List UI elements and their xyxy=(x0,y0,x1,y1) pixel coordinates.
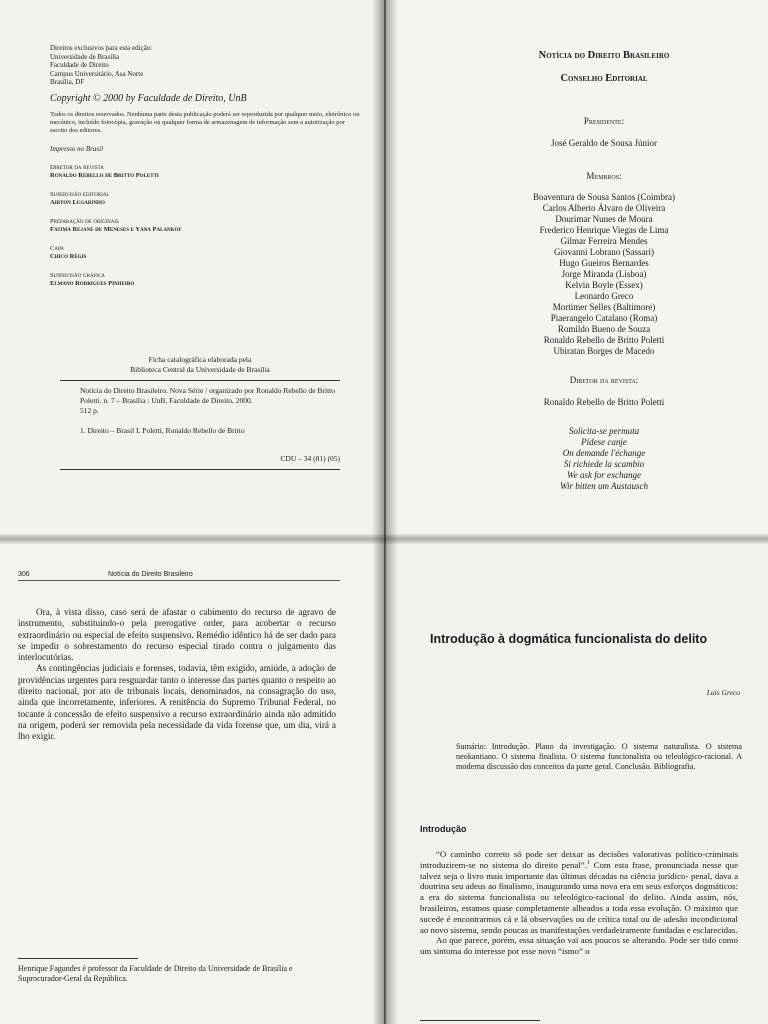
members-label: Membros: xyxy=(586,171,622,181)
role-name: Airton Lugarinho xyxy=(50,199,105,206)
role-name: Fatima Rejane de Meneses e Yana Palankof xyxy=(50,226,182,233)
president-name: José Geraldo de Sousa Júnior xyxy=(551,138,657,148)
journal-title: Notícia do Direito Brasileiro xyxy=(538,50,670,61)
member: Romildo Bueno de Souza xyxy=(557,324,651,334)
rights-note: Direitos exclusivos para esta edição: Universidade de Brasília Faculdade de Direito Campus Universitário, Asa Norte Brasília, DF xyxy=(50,44,153,86)
catalog-card xyxy=(60,355,340,475)
paragraph: As contingências judiciais e forenses, todavia, têm exigido, amiúde, a adoção de providências urgentes para resguardar tanto o interesse das partes quanto o respeito ao direito nacional, por ato de tribunais locais, denominados, na consagração do uso, ainda que incorretamente, inferiores. A renitência do Supremo Tribunal Federal, no tocante à concessão de efeito suspensivo a recurso extraordinário ainda não admitido na origem, poderá ser removida pela necessidade da vida forense que, um dia, virá a lho exigir. xyxy=(18,663,336,742)
members-list xyxy=(484,192,724,357)
editorial-board xyxy=(484,50,724,492)
footnote: Henrique Fagundes é professor da Faculdade de Direito da Universidade de Brasília e Suprocurador-Geral da República. xyxy=(18,964,293,983)
role-label: Capa xyxy=(50,244,64,252)
exchange-line: We ask for exchange xyxy=(567,470,641,480)
exchange-notes xyxy=(484,426,724,492)
catalog-pages: 512 p. xyxy=(80,406,99,415)
footnote-rule xyxy=(420,1020,540,1021)
role-label: Supervisão editorial xyxy=(50,190,110,198)
catalog-entry: Notícia do Direito Brasileiro. Nova Série / organizado por Ronaldo Rebello de Britto Poletti. n. 7 – Brasília : UnB, Faculdade de Direito, 2000. xyxy=(80,386,336,405)
credits-block xyxy=(50,44,360,289)
member: Kelvin Boyle (Essex) xyxy=(565,280,643,290)
article-title: Introdução à dogmática funcionalista do delito xyxy=(430,632,708,646)
member: Frederico Henrique Viegas de Lima xyxy=(539,225,669,235)
catalog-header: Ficha catalográfica elaborada pela xyxy=(148,355,252,364)
role-label: Supervisão gráfica xyxy=(50,271,105,279)
president-label: Presidente: xyxy=(583,116,625,126)
running-title: Notícia do Direito Brasileiro xyxy=(108,571,193,578)
exchange-line: Solicita-se permuta xyxy=(568,426,640,436)
exchange-line: Wir bitten um Austausch xyxy=(559,481,649,491)
role-name: Elmano Rodrigues Pinheiro xyxy=(50,280,135,287)
printed-note: Impresso no Brasil xyxy=(50,145,104,153)
article-summary: Sumário: Introdução. Plano da investigação. O sistema naturalista. O sistema neokantiano. O sistema finalista. O sistema funcionalista ou teleológico-racional. A moderna discussão dos conceitos da parte geral. Conclusão. Bibliografia. xyxy=(456,742,742,771)
catalog-subjects: 1. Direito – Brasil I. Poletti, Ronaldo Rebello de Britto xyxy=(80,426,245,435)
exchange-line: Pídese canje xyxy=(581,437,627,447)
divider xyxy=(60,380,340,381)
member: Ronaldo Rebello de Britto Poletti xyxy=(543,335,665,345)
catalog-header: Biblioteca Central da Universidade de Brasília xyxy=(130,365,270,374)
footnote-marker: 1 xyxy=(586,859,590,866)
page-number: 306 xyxy=(18,571,30,578)
member: Mortimer Selles (Baltimore) xyxy=(552,302,656,312)
member: Leonardo Greco xyxy=(574,291,634,301)
member: Jorge Miranda (Lisboa) xyxy=(561,269,647,279)
role-label: Preparação de originais xyxy=(50,217,119,225)
section-heading: Introdução xyxy=(420,824,467,834)
member: Carlos Alberto Álvaro de Oliveira xyxy=(542,203,666,213)
role-label: Diretor da revista xyxy=(50,163,104,171)
paragraph: “O caminho correto só pode ser deixar as decisões valorativas político-criminais introduzirem-se no sistema do direito penal”.$^1$ Com esta frase, pronunciada nesse que talvez seja o livro mais importante das últimas décadas na ciência jurídico- penal, dava a doutrina seu adeus ao finalismo, inaugurando uma nova era em seus esforços dogmáticos: a era do sistema funcionalista ou teleológico-racional do delito. Ainda assim, nós, brasileiros, estamos quase completamente alheados a toda essa evolução. O máximo que sucede é encontrarmos cá e lá observações ou de crítica total ou de adesão incondicional ao novo sistema, sendo poucas as manifestações verdadeiramente fundadas e esclarecidas. xyxy=(420,849,738,935)
catalog-cdu: CDU – 34 (81) (05) xyxy=(280,454,340,463)
member: Giovanni Lobrano (Sassari) xyxy=(554,247,654,257)
copyright-line: Copyright © 2000 by Faculdade de Direito, UnB xyxy=(50,92,247,104)
director-name: Ronaldo Rebello de Britto Poletti xyxy=(543,397,665,407)
paragraph: Ao que parece, porém, essa situação vai aos poucos se alterando. Pode ser tido como um sintoma do interesse por esse novo “ismo” o xyxy=(420,935,738,957)
exchange-line: On demande l'échange xyxy=(562,448,646,458)
director-label: Diretor da revista: xyxy=(569,375,639,385)
article-author: Luís Greco xyxy=(706,688,740,697)
member: Hugo Gueiros Bernardes xyxy=(559,258,649,268)
page-306-body xyxy=(18,607,336,743)
running-head xyxy=(18,571,340,581)
rights-reserved: Todos os direitos reservados. Nenhuma parte desta publicação poderá ser reproduzida por qualquer meio, eletrônico ou mecânico, incluído fotocópia, gravação ou qualquer forma de armazenagem de informação sem a autorização por escrito dos editores. xyxy=(50,111,360,134)
board-title: Conselho Editorial xyxy=(560,73,648,84)
footnote-rule xyxy=(18,958,138,959)
member: Gilmar Ferreira Mendes xyxy=(560,236,648,246)
role-name: Ronaldo Rebello de Britto Poletti xyxy=(50,172,159,179)
paragraph: Ora, à vista disso, caso será de afastar o cabimento do recurso de agravo de instrumento, substituindo-o pela prerogative order, para acobertar o recurso extraordinário ou especial de efeito suspensivo. Remédio idêntico há de ser dado para se impedir o sobrestamento do recurso especial tirado contra o julgamento das interlocutórias. xyxy=(18,607,336,663)
member: Boaventura de Sousa Santos (Coimbra) xyxy=(533,192,675,202)
article-body xyxy=(420,849,738,957)
member: Dourimar Nunes de Moura xyxy=(555,214,653,224)
book-gutter xyxy=(372,0,398,1024)
exchange-line: Si richiede la scambio xyxy=(563,459,645,469)
role-name: Chico Régis xyxy=(50,253,87,260)
member: Ubiratan Borges de Macedo xyxy=(553,346,655,356)
divider xyxy=(60,469,340,470)
member: Piaerangelo Catalano (Roma) xyxy=(550,313,658,323)
